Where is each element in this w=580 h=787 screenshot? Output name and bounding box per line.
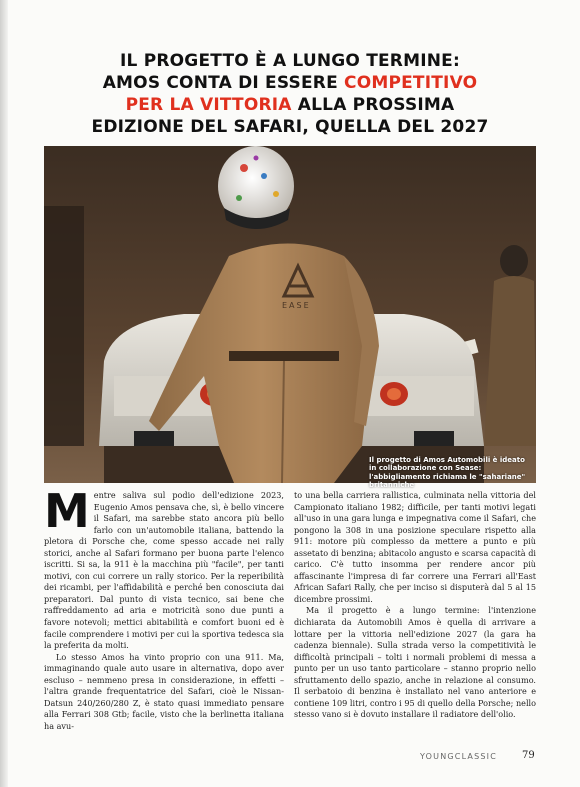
headline-line-2 [60, 72, 520, 94]
sease-shirt-lettering: EASE [282, 301, 311, 310]
headline-line-1: IL PROGETTO È A LUNGO TERMINE: [120, 51, 460, 71]
headline-highlight-competitivo: COMPETITIVO [344, 73, 478, 93]
paragraph-1 [44, 484, 284, 652]
headline-line-3-text: ALLA PROSSIMA [291, 95, 455, 115]
photo-caption: Il progetto di Amos Automobili è ideato in collaborazione con Sease: l'abbigliamento richiama le "sahariane" britanniche [369, 456, 526, 490]
paragraph-1-text: entre saliva sul podio dell'edizione 2023, Eugenio Amos pensava che, sì, è bello vincere il Safari, ma sarebbe stato ancora più bello farlo con un'automobile italiana, battendo la pletora di Porsche che, come spesso accade nei rally storici, anche al Safari formano per buona parte l'elenco iscritti. Si sa, la 911 è la macchina più "facile", per tanti motivi, con cui correre un rally storico. Per la reperibilità dei ricambi, per l'affidabilità e perché ben conosciuta dai preparatori. Dal punto di vista tecnico, sai bene che raffreddamento ad aria e motricità sono due punti a favore notevoli; mettici abitabilità e comfort buoni ed è facile comprendere i motivi per cui la sportiva tedesca sia la preferita da molti. [44, 490, 284, 651]
photo-illustration [44, 146, 536, 483]
headline-highlight-vittoria: PER LA VITTORIA [125, 95, 292, 115]
headline-line-3 [60, 94, 520, 116]
article-column-1 [44, 484, 284, 732]
headline-line-4: EDIZIONE DEL SAFARI, QUELLA DEL 2027 [91, 117, 489, 137]
magazine-name-footer: YOUNGCLASSIC [420, 752, 497, 761]
article-photo [44, 146, 536, 490]
headline-line-2-text: AMOS CONTA DI ESSERE [102, 73, 345, 93]
paragraph-3: to una bella carriera rallistica, culminata nella vittoria del Campionato italiano 1982; difficile, per tanti motivi legati all'uso in una gara lunga e impegnativa come il Safari, che pongono la 308 in una posizione speculare rispetto alla 911: motore più complesso da mettere a punto e più assetato di benzina; abitacolo angusto e scarsa capacità di carico. C'è tutto insomma per rendere ancor più affascinante l'impresa di far correre una Ferrari all'East African Safari Rally, che per inciso si disputerà dal 5 al 15 dicembre prossimi. [294, 490, 536, 604]
pull-quote-headline [60, 50, 520, 138]
article-column-2 [294, 490, 536, 721]
paragraph-4: Ma il progetto è a lungo termine: l'intenzione dichiarata da Automobili Amos è quella di arrivare a lottare per la vittoria nell'edizione 2027 (la gara ha cadenza biennale). Sulla strada verso la competitività le difficoltà principali – tolti i normali problemi di messa a punto per un uso tanto particolare – stanno proprio nello sfruttamento dello spazio, anche in relazione al consumo. Il serbatoio di benzina è installato nel vano anteriore e contiene 109 litri, contro i 95 di quello della Porsche; nello stesso vano si è dovuto installare il radiatore dell'olio. [294, 605, 536, 720]
page-spine-shadow [0, 0, 8, 787]
paragraph-2: Lo stesso Amos ha vinto proprio con una 911. Ma, immaginando quale auto usare in alternativa, dopo aver escluso – nemmeno presa in considerazione, in effetti – l'altra grande frequentatrice del Safari, cioè le Nissan-Datsun 240/260/280 Z, è stato quasi immediato pensare alla Ferrari 308 Gtb; facile, visto che la berlinetta italiana ha avu- [44, 651, 284, 731]
drop-cap: M [44, 484, 90, 538]
page-number: 79 [522, 750, 535, 761]
